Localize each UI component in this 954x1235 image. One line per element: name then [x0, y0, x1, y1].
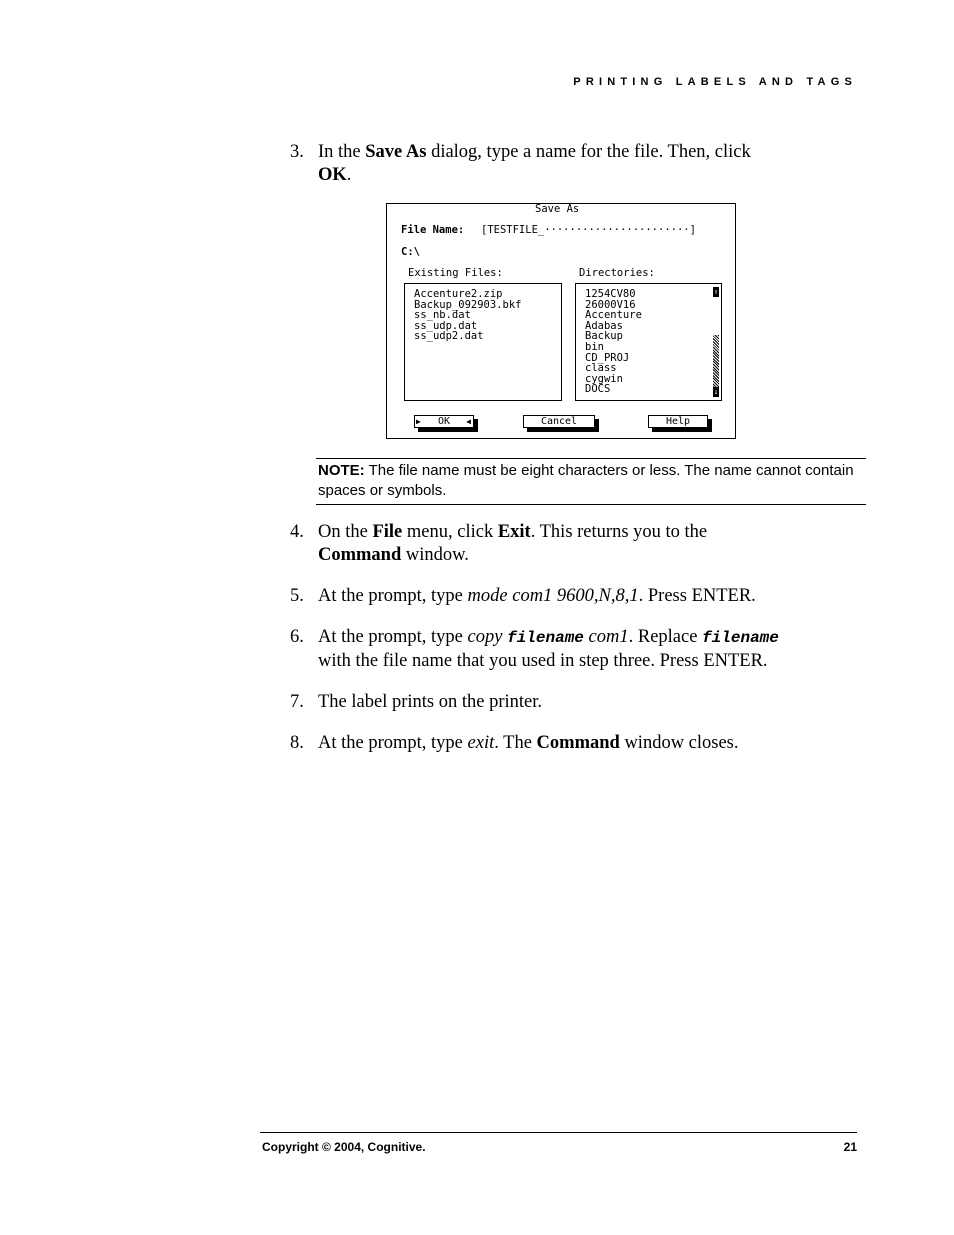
text-run: . — [346, 165, 352, 185]
text-run: . Press ENTER. — [638, 586, 756, 606]
ok-label: OK — [437, 416, 451, 427]
code-term: filename — [702, 629, 779, 647]
list-item[interactable]: Adabas — [585, 319, 623, 332]
list-item[interactable]: bin — [585, 340, 604, 353]
list-item[interactable]: Backup_092903.bkf — [414, 298, 522, 311]
text-run: . This returns you to the — [530, 522, 708, 542]
list-item[interactable]: 26000V16 — [585, 298, 636, 311]
text-run: menu, click — [402, 522, 498, 542]
text-run: The label prints on the printer. — [318, 692, 542, 712]
running-head: PRINTING LABELS AND TAGS — [573, 76, 857, 88]
list-item[interactable]: 1254CV80 — [585, 288, 636, 300]
list-item[interactable]: ss_udp.dat — [414, 319, 478, 332]
italic-term: copy — [467, 627, 503, 647]
bold-term: File — [372, 522, 403, 542]
step-text — [318, 691, 850, 714]
ok-button[interactable] — [414, 415, 474, 428]
note-label: NOTE: — [318, 462, 365, 479]
step-8 — [290, 732, 850, 755]
step-text — [318, 521, 850, 567]
text-run: In the — [318, 142, 366, 162]
bold-term: Save As — [365, 142, 427, 162]
text-run: . Replace — [628, 627, 703, 647]
step-3 — [290, 141, 850, 187]
text-run: with the file name that you used in step three. Press ENTER. — [318, 651, 768, 671]
code-term: filename — [507, 629, 584, 647]
step-text — [318, 626, 850, 673]
step-number: 8. — [290, 733, 304, 753]
help-button[interactable]: Help — [648, 415, 708, 428]
step-4 — [290, 521, 850, 567]
text-run: window. — [401, 545, 469, 565]
directories-label: Directories: — [579, 267, 655, 279]
step-6 — [290, 626, 850, 673]
italic-term: com1 — [583, 627, 629, 647]
step-text — [318, 732, 850, 755]
list-item[interactable]: Accenture2.zip — [414, 288, 503, 300]
scroll-down-icon[interactable]: ↓ — [713, 388, 719, 396]
step-number: 6. — [290, 627, 304, 647]
list-item[interactable]: cygwin — [585, 372, 623, 385]
text-run: On the — [318, 522, 373, 542]
list-item[interactable]: Backup — [585, 330, 623, 343]
note-box — [316, 458, 866, 505]
text-run: . The — [494, 733, 537, 753]
bold-term: Command — [536, 733, 620, 753]
list-item[interactable]: class — [585, 362, 617, 375]
step-5 — [290, 585, 850, 608]
italic-term: mode com1 9600,N,8,1 — [467, 586, 639, 606]
text-run: At the prompt, type — [318, 733, 468, 753]
step-text — [318, 141, 850, 187]
scroll-track[interactable] — [713, 335, 719, 393]
file-name-field[interactable]: [TESTFILE_·······················] — [481, 224, 696, 236]
step-number: 7. — [290, 692, 304, 712]
note-text: The file name must be eight characters or less. The name cannot contain spaces or symbols. — [318, 462, 854, 499]
page-number: 21 — [843, 1140, 857, 1154]
existing-files-list[interactable] — [404, 283, 562, 401]
text-run: dialog, type a name for the file. Then, click — [426, 142, 751, 162]
scroll-up-icon[interactable]: ↑ — [713, 288, 719, 296]
bold-term: OK — [318, 165, 347, 185]
list-item[interactable]: DOCS — [585, 383, 611, 396]
list-item[interactable]: Accenture — [585, 309, 642, 322]
save-as-dialog — [386, 203, 736, 439]
directories-list[interactable] — [575, 283, 722, 401]
step-number: 3. — [290, 142, 304, 162]
footer-rule — [260, 1132, 857, 1133]
dialog-title: Save As — [535, 203, 580, 215]
step-text — [318, 585, 850, 608]
list-item[interactable]: ss_udp2.dat — [414, 330, 484, 343]
footer-copyright: Copyright © 2004, Cognitive. — [262, 1140, 426, 1154]
current-path: C:\ — [401, 246, 420, 258]
text-run: window closes. — [619, 733, 739, 753]
directories-scrollbar[interactable] — [713, 287, 719, 397]
bold-term: Command — [318, 545, 402, 565]
text-run: At the prompt, type — [318, 586, 468, 606]
file-name-label: File Name: — [401, 224, 465, 236]
italic-term: exit — [467, 733, 495, 753]
step-number: 4. — [290, 522, 304, 542]
list-item[interactable]: ss_nb.dat — [414, 309, 471, 322]
cancel-button[interactable]: Cancel — [523, 415, 595, 428]
ok-marker-left-icon: ▶ — [416, 417, 421, 426]
step-number: 5. — [290, 586, 304, 606]
ok-marker-right-icon: ◀ — [466, 417, 471, 426]
existing-files-label: Existing Files: — [408, 267, 503, 279]
bold-term: Exit — [497, 522, 531, 542]
list-item[interactable]: CD_PROJ — [585, 351, 630, 364]
text-run: At the prompt, type — [318, 627, 468, 647]
step-7 — [290, 691, 850, 714]
